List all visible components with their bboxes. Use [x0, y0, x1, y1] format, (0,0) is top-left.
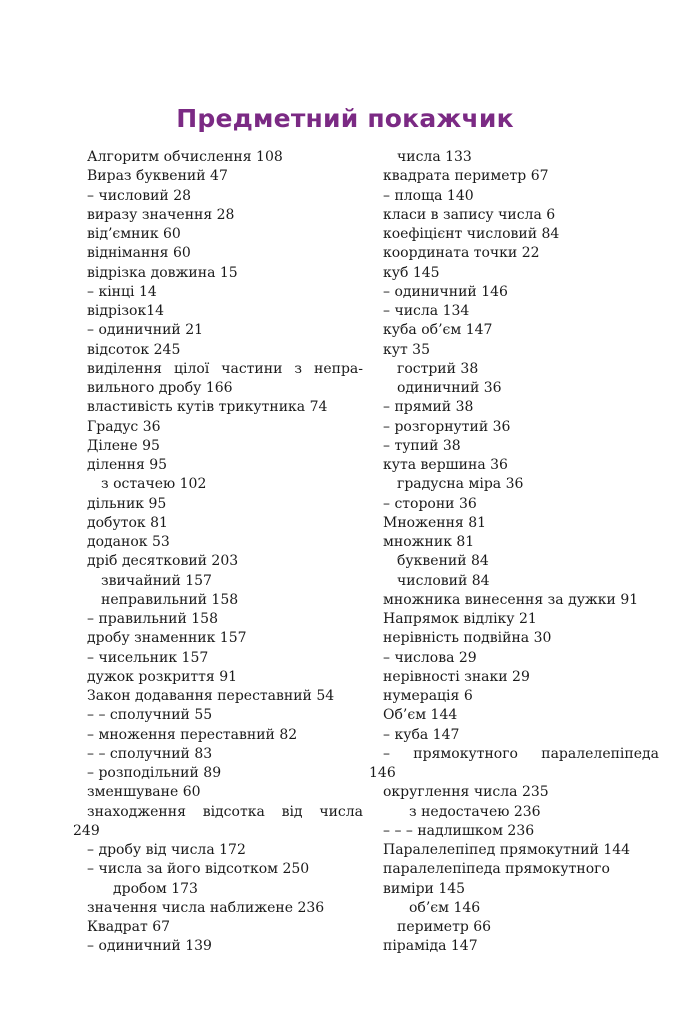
index-entry: – – – надлишком 236	[383, 822, 535, 839]
index-entry: Множення 81	[383, 514, 487, 531]
index-entry: нумерація 6	[383, 688, 473, 704]
index-entry: куба об’єм 147	[383, 322, 493, 339]
index-entry: – числа за його відсотком 250	[87, 861, 310, 878]
index-entry: – прямокутного паралелепіпеда	[383, 745, 659, 762]
index-entry: дільник 95	[87, 495, 167, 512]
index-entry: дробу знаменник 157	[87, 630, 247, 647]
index-entry: відрізок14	[87, 303, 165, 319]
index-entry: класи в запису числа 6	[383, 206, 556, 223]
index-entry: об’єм 146	[409, 899, 481, 916]
index-entry: дріб десятковий 203	[87, 553, 239, 570]
index-entry: зменшуване 60	[87, 784, 201, 801]
index-entry: градусна міра 36	[397, 476, 524, 493]
index-entry: значення числа наближене 236	[87, 899, 325, 916]
index-entry: – кінці 14	[87, 283, 157, 300]
index-entry: 249	[73, 822, 100, 839]
index-entry: – розподільний 89	[87, 765, 222, 781]
index-entry: округлення числа 235	[383, 784, 549, 801]
index-entry: – дробу від числа 172	[87, 842, 246, 858]
index-entry: множник 81	[383, 534, 475, 550]
index-entry: виміри 145	[383, 880, 466, 897]
index-entry: Квадрат 67	[87, 919, 171, 935]
index-entry: – чисельник 157	[87, 649, 209, 666]
index-entry: числа 133	[397, 149, 472, 165]
index-entry: Напрямок відліку 21	[383, 611, 537, 627]
index-entry: – сторони 36	[383, 495, 477, 512]
index-entry: – площа 140	[383, 187, 474, 204]
index-entry: Об’єм 144	[383, 707, 458, 724]
index-entry: – одиничний 146	[383, 283, 508, 300]
index-entry: куб 145	[383, 264, 440, 281]
index-entry: Алгоритм обчислення 108	[87, 149, 283, 165]
index-entry: від’ємник 60	[87, 226, 181, 242]
index-entry: 146	[369, 765, 396, 781]
index-entry: одиничний 36	[397, 380, 502, 396]
index-entry: – тупий 38	[383, 437, 461, 454]
index-entry: – прямий 38	[383, 399, 474, 416]
index-entry: добуток 81	[87, 514, 168, 531]
index-entry: з остачею 102	[101, 476, 207, 493]
index-entry: – – сполучний 55	[87, 707, 213, 724]
index-entry: Градус 36	[87, 418, 161, 435]
index-entry: – числова 29	[383, 649, 477, 666]
index-entry: – одиничний 21	[87, 322, 204, 339]
index-entry: – – сполучний 83	[87, 745, 213, 762]
index-entry: гострий 38	[397, 360, 479, 377]
index-entry: множника винесення за дужки 91	[383, 591, 639, 608]
index-column-right	[369, 148, 659, 957]
index-entry: – множення переставний 82	[87, 726, 298, 743]
index-entry: піраміда 147	[383, 938, 478, 955]
index-entry: відрізка довжина 15	[87, 264, 238, 281]
index-entry: – розгорнутий 36	[383, 418, 511, 435]
index-entry: периметр 66	[397, 919, 492, 935]
index-entry: віднімання 60	[87, 245, 191, 262]
index-entry: – одиничний 139	[87, 938, 212, 955]
index-entry: доданок 53	[87, 534, 170, 550]
index-entry: властивість кутів трикутника 74	[87, 399, 328, 416]
index-entry: виділення цілої частини з непра-	[87, 360, 363, 377]
index-entry: нерівності знаки 29	[383, 668, 530, 685]
index-entry: дужок розкриття 91	[87, 668, 238, 685]
index-entry: координата точки 22	[383, 245, 540, 262]
index-entry: вильного дробу 166	[87, 380, 233, 396]
index-column-left	[73, 148, 363, 957]
index-entry: виразу значення 28	[87, 206, 235, 223]
index-entry: числовий 84	[397, 572, 490, 589]
index-entry: кута вершина 36	[383, 457, 508, 473]
index-entry: квадрата периметр 67	[383, 168, 549, 185]
index-entry: паралелепіпеда прямокутного	[383, 861, 610, 878]
index-entry: кут 35	[383, 341, 430, 358]
index-entry: – правильний 158	[87, 611, 218, 627]
index-entry: неправильний 158	[101, 591, 239, 608]
index-entry: з недостачею 236	[409, 803, 541, 820]
index-entry: дробом 173	[113, 880, 198, 897]
index-entry: Вираз буквений 47	[87, 168, 228, 185]
index-entry: – числовий 28	[87, 187, 192, 204]
index-entry: ділення 95	[87, 457, 168, 473]
index-entry: Закон додавання переставний 54	[87, 688, 335, 704]
index-entry: коефіцієнт числовий 84	[383, 226, 560, 242]
index-entry: Ділене 95	[87, 437, 160, 454]
index-entry: відсоток 245	[87, 341, 181, 358]
index-entry: знаходження відсотка від числа	[87, 803, 363, 820]
index-entry: буквений 84	[397, 553, 489, 570]
page-title: Предметний покажчик	[176, 104, 514, 133]
index-entry: – числа 134	[383, 303, 470, 319]
index-entry: звичайний 157	[101, 572, 212, 589]
index-entry: нерівність подвійна 30	[383, 630, 552, 647]
index-entry: Паралелепіпед прямокутний 144	[383, 842, 631, 858]
index-entry: – куба 147	[383, 726, 460, 743]
